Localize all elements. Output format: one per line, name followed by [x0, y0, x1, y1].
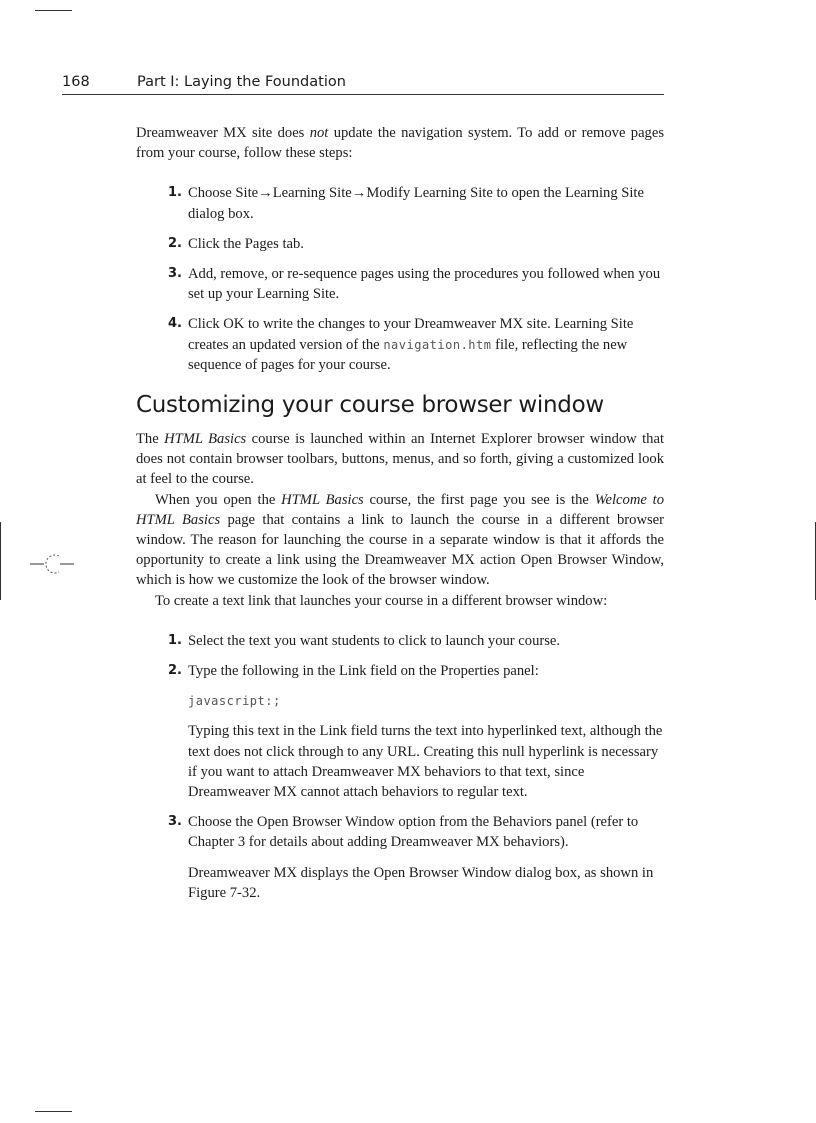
- paragraph: The HTML Basics course is launched within an Internet Explorer browser window that does not contain browser toolbars, buttons, menus, and so forth, giving a customized look at feel to the course.: [136, 431, 664, 488]
- code-filename: navigation.htm: [383, 337, 492, 352]
- list-item: 2. Type the following in the Link field on the Properties panel: javascript:; Typing this text in the Link field turns the text into hyperlinked text, although the text does not click through to any URL. Creating this null hyperlink is necessary if you want to attach Dreamweaver MX behaviors to that text, since Dreamweaver MX cannot attach behaviors to regular text.: [136, 661, 664, 802]
- crop-mark-left-vertical: [0, 522, 1, 600]
- modify-steps-list: [136, 183, 664, 375]
- list-item: 4. Click OK to write the changes to your Dreamweaver MX site. Learning Site creates an updated version of the navigation.htm file, reflecting the new sequence of pages for your course.: [168, 316, 634, 373]
- list-item: 3. Add, remove, or re-sequence pages using the procedures you followed when you set up your Learning Site.: [168, 266, 661, 303]
- code-snippet: javascript:;: [188, 694, 281, 709]
- list-item: 1. Select the text you want students to click to launch your course.: [168, 632, 561, 649]
- emphasis-not: not: [309, 125, 329, 141]
- running-title: Part I: Laying the Foundation: [137, 74, 346, 90]
- page-number: 168: [62, 74, 90, 90]
- crop-mark-bottom-left: [35, 1111, 72, 1112]
- crop-mark-top-left: [35, 10, 72, 11]
- page-body: [136, 123, 664, 913]
- list-item: 1. Choose Site→Learning Site→Modify Learning Site to open the Learning Site dialog box.: [168, 185, 644, 222]
- list-item: 2. Click the Pages tab.: [168, 235, 304, 252]
- sub-paragraph: Typing this text in the Link field turns the text into hyperlinked text, although the text does not click through to any URL. Creating this null hyperlink is necessary if you want to attach Dreamweaver MX behaviors to that text, since Dreamweaver MX cannot attach behaviors to regular text.: [188, 723, 663, 801]
- paragraph: To create a text link that launches your course in a different browser window:: [155, 592, 608, 609]
- paragraph: When you open the HTML Basics course, the first page you see is the Welcome to HTML Basics page that contains a link to launch the course in a different browser window. The reason for launching the course in a separate window is that it affords the opportunity to create a link using the Dreamweaver MX action Open Browser Window, which is how we customize the look of the browser window.: [136, 491, 664, 589]
- intro-paragraph: Dreamweaver MX site does not update the navigation system. To add or remove pages from your course, follow these steps:: [136, 125, 665, 162]
- registration-mark-icon: [30, 552, 74, 576]
- list-item: 3. Choose the Open Browser Window option from the Behaviors panel (refer to Chapter 3 for details about adding Dreamweaver MX behaviors). Dreamweaver MX displays the Open Browser Window dialog box, as shown in Figure 7-32.: [136, 812, 664, 903]
- section-heading: Customizing your course browser window: [136, 392, 604, 419]
- running-header: [62, 72, 664, 95]
- link-steps-list: [136, 631, 664, 903]
- sub-paragraph: Dreamweaver MX displays the Open Browser Window dialog box, as shown in Figure 7-32.: [188, 864, 654, 901]
